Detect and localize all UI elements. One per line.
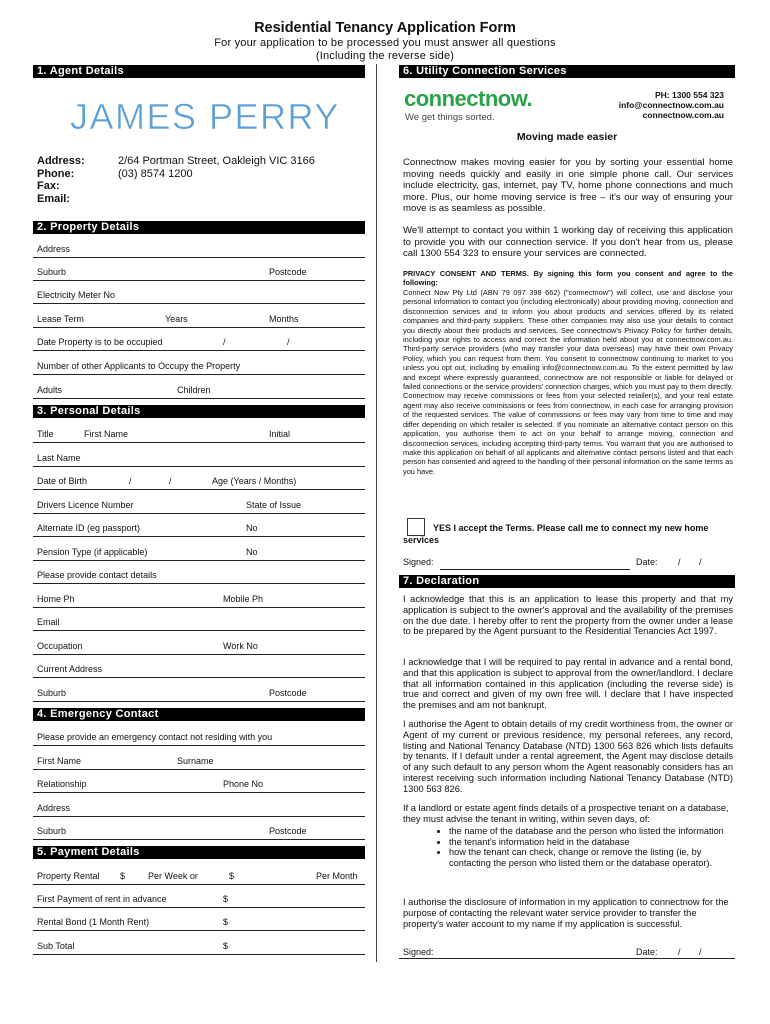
declaration-p5: I authorise the disclosure of information in my application to connectnow for the purpose of contacting the relevant water service provider to transfer the property's water account to my name if my application is successful. [403, 897, 729, 929]
property-address-label: Address [37, 244, 71, 254]
email-label: Email [37, 617, 60, 627]
agent-phone-value: (03) 8574 1200 [118, 168, 193, 180]
declaration-date-slash: / [678, 947, 681, 957]
privacy-body: Connect Now Pty Ltd (ABN 79 097 398 662) ("connectnow") will collect, use and disclose your personal information to contact you (including electronically) about providing moving, connection and disconnection services and to inform you about products and services offered by its related companies and third-party suppliers. These other companies may also use your details to contact you directly about their products and services. See connectnow's Privacy Policy for further details, including your rights to access and correct the information held about you at connectnow.com.au. Third-party service providers (who may transfer your data overseas) may have their own Privacy Policy, which you can request from them. You consent to connectnow continuing to market to you unless you opt out, including by emailing info@connectnow.com.au. To the extent permitted by law and except where expressly guaranteed, connectnow are not responsible or liable for delayed or failed connections or the service providers' connection charges, which you must pay to them directly. Connectnow may receive commissions or fees from your selected retailer(s), and your real estate agent may also receive commissions or fees from connectnow, in each case for arranging provision of the requested services. The value of commissions or fees may vary from time to time and may differ depending on which retailer is selected. If you nominate an alternative contact person on this application, you authorise them to act on your behalf to arrange moving, connection and disconnection services, including accepting third-party terms. You warrant that you are authorised to make this application on behalf of all applicants and alternative contact persons listed and that each person has consented and agreed to the handling of their personal information on the same terms as you have. [403, 288, 733, 476]
date-slash: / [223, 337, 226, 347]
rental-dollar-2: $ [229, 871, 235, 881]
phone-field[interactable] [33, 607, 365, 608]
utility-date-label: Date: [636, 557, 658, 567]
adults-children-field[interactable] [33, 398, 365, 399]
list-item: • the tenant's information held in the database [449, 837, 733, 848]
other-applicants-field[interactable] [33, 374, 365, 375]
declaration-p4: If a landlord or estate agent finds details of a prospective tenant on a database, they must advise the tenant in writing, within seven days, of: [403, 803, 729, 824]
dob-label: Date of Birth [37, 476, 88, 486]
agent-address-value: 2/64 Portman Street, Oakleigh VIC 3166 [118, 155, 315, 167]
alt-id-field[interactable] [33, 536, 365, 537]
section-header-declaration: 7. Declaration [399, 575, 735, 588]
database-list [403, 826, 733, 868]
relationship-label: Relationship [37, 779, 87, 789]
form-subtitle-note: (Including the reverse side) [315, 50, 455, 62]
first-payment-field[interactable] [33, 907, 365, 908]
declaration-date-label: Date: [636, 947, 658, 957]
connectnow-phone: PH: 1300 554 323 [655, 90, 724, 100]
last-name-field[interactable] [33, 466, 365, 467]
occupation-label: Occupation [37, 641, 83, 651]
list-item: • how the tenant can check, change or remove the listing (ie, by contacting the person who listed them or the database operator). [449, 847, 733, 868]
occupation-field[interactable] [33, 654, 365, 655]
utility-signed-label: Signed: [403, 557, 434, 567]
alt-id-label: Alternate ID (eg passport) [37, 523, 141, 533]
emergency-instruction: Please provide an emergency contact not residing with you [37, 732, 273, 742]
connectnow-logo: connectnow. [404, 86, 533, 111]
home-ph-label: Home Ph [37, 594, 75, 604]
licence-label: Drivers Licence Number [37, 500, 134, 510]
utility-contact-note: We'll attempt to contact you within 1 working day of receiving this application to provide you with our connection service. If you don't hear from us, please call 1300 554 323 to ensure your services are connected. [403, 225, 733, 260]
first-name-label: First Name [84, 429, 129, 439]
date-occupied-label: Date Property is to be occupied [37, 337, 163, 347]
state-issue-label: State of Issue [246, 500, 302, 510]
contact-details-rule [33, 583, 365, 584]
utility-date-slash: / [699, 557, 702, 567]
property-address-field[interactable] [33, 257, 365, 258]
rental-bond-label: Rental Bond (1 Month Rent) [37, 917, 150, 927]
first-payment-label: First Payment of rent in advance [37, 894, 167, 904]
pension-label: Pension Type (if applicable) [37, 547, 148, 557]
emergency-first-name-label: First Name [37, 756, 82, 766]
work-no-label: Work No [223, 641, 258, 651]
property-rental-field[interactable] [33, 884, 365, 885]
emergency-surname-label: Surname [177, 756, 214, 766]
agent-address-label: Address: [37, 155, 85, 167]
current-suburb-field[interactable] [33, 701, 365, 702]
section-header-agent: 1. Agent Details [33, 65, 365, 78]
section-header-utility: 6. Utility Connection Services [399, 65, 735, 78]
accept-terms-label: YES I accept the Terms. Please call me to connect my new home services [403, 523, 709, 545]
meter-label: Electricity Meter No [37, 290, 116, 300]
title-label: Title [37, 429, 54, 439]
emergency-suburb-field[interactable] [33, 839, 365, 840]
rental-bond-dollar: $ [223, 917, 229, 927]
form-subtitle: For your application to be processed you must answer all questions [214, 37, 556, 49]
rental-bond-field[interactable] [33, 930, 365, 931]
contact-details-label: Please provide contact details [37, 570, 157, 580]
sub-total-label: Sub Total [37, 941, 75, 951]
current-address-field[interactable] [33, 677, 365, 678]
section-header-personal: 3. Personal Details [33, 405, 365, 418]
pension-no-label: No [246, 547, 258, 557]
years-label: Years [165, 314, 188, 324]
emergency-instruction-rule [33, 745, 365, 746]
utility-heading: Moving made easier [516, 131, 618, 143]
declaration-p2: I acknowledge that I will be required to pay rental in advance and a rental bond, and that this application is subject to approval from the owner/landlord. I declare that all information contained in this application (including the reverse side) is true and correct and given of my own free will. I declare that I have inspected the premises and am not bankrupt. [403, 657, 733, 711]
meter-field[interactable] [33, 303, 365, 304]
sub-total-field[interactable] [33, 954, 365, 955]
dob-slash: / [129, 476, 132, 486]
property-suburb-label: Suburb [37, 267, 67, 277]
agent-phone-label: Phone: [37, 168, 75, 180]
initial-label: Initial [269, 429, 291, 439]
utility-intro: Connectnow makes moving easier for you by sorting your essential home moving needs quickly and easily in one simple phone call. Our services include electricity, gas, internet, pay TV, home phone connections and much more. Plus, our home moving service is free – it's our way of ensuring your move is as seamless as possible. [403, 157, 733, 215]
section-header-property: 2. Property Details [33, 221, 365, 234]
declaration-signature-field[interactable] [399, 958, 735, 959]
rental-dollar: $ [120, 871, 126, 881]
dob-slash: / [169, 476, 172, 486]
emergency-name-field[interactable] [33, 769, 365, 770]
form-title: Residential Tenancy Application Form [254, 20, 516, 36]
current-suburb-label: Suburb [37, 688, 67, 698]
children-label: Children [177, 385, 211, 395]
utility-date-slash: / [678, 557, 681, 567]
property-suburb-field[interactable] [33, 280, 365, 281]
emergency-address-field[interactable] [33, 816, 365, 817]
connectnow-email: info@connectnow.com.au [618, 100, 724, 110]
property-rental-label: Property Rental [37, 871, 100, 881]
sub-total-dollar: $ [223, 941, 229, 951]
relationship-field[interactable] [33, 792, 365, 793]
mobile-ph-label: Mobile Ph [223, 594, 264, 604]
section-header-emergency: 4. Emergency Contact [33, 708, 365, 721]
current-address-label: Current Address [37, 664, 103, 674]
current-postcode-label: Postcode [269, 688, 307, 698]
declaration-p1: I acknowledge that this is an application to lease this property and that my application is subject to the owner's approval and the availability of the premises on the due date. I hereby offer to rent the property from the owner under a lease to be prepared by the Agent pursuant to the Residential Tenancies Act 1997. [403, 594, 733, 637]
lease-term-field[interactable] [33, 327, 365, 328]
first-payment-dollar: $ [223, 894, 229, 904]
emergency-address-label: Address [37, 803, 71, 813]
agent-email-label: Email: [37, 193, 71, 205]
adults-label: Adults [37, 385, 63, 395]
name-field[interactable] [33, 442, 365, 443]
utility-signature-field[interactable] [440, 569, 630, 570]
date-slash: / [287, 337, 290, 347]
emergency-suburb-label: Suburb [37, 826, 67, 836]
agent-fax-label: Fax: [37, 180, 60, 192]
connectnow-contact [560, 90, 724, 120]
emergency-phone-label: Phone No [223, 779, 264, 789]
months-label: Months [269, 314, 299, 324]
per-week-label: Per Week or [148, 871, 198, 881]
emergency-postcode-label: Postcode [269, 826, 307, 836]
other-applicants-label: Number of other Applicants to Occupy the Property [37, 361, 241, 371]
privacy-title: PRIVACY CONSENT AND TERMS. By signing this form you consent and agree to the following: [403, 269, 733, 288]
column-divider [376, 64, 377, 962]
pension-field[interactable] [33, 560, 365, 561]
connectnow-tagline: We get things sorted. [405, 112, 495, 123]
email-field[interactable] [33, 630, 365, 631]
connectnow-web: connectnow.com.au [642, 110, 724, 120]
dob-field[interactable] [33, 489, 365, 490]
declaration-p3: I authorise the Agent to obtain details of my credit worthiness from, the owner or Agent of my current or previous residence, my personal referees, any record, listing and National Tenancy Database (NTD) 1300 563 826 which lists defaults by tenants. If I default under a rental agreement, the Agent may disclose details of any such default to any person whom the Agent reasonably considers has an interest receiving such information including National Tenancy Database (NTD) 1300 563 826. [403, 719, 733, 794]
declaration-date-slash: / [699, 947, 702, 957]
list-item: • the name of the database and the person who listed the information [449, 826, 733, 837]
declaration-signed-label: Signed: [403, 947, 434, 957]
date-occupied-field[interactable] [33, 350, 365, 351]
section-header-payment: 5. Payment Details [33, 846, 365, 859]
licence-field[interactable] [33, 513, 365, 514]
alt-id-no-label: No [246, 523, 258, 533]
property-postcode-label: Postcode [269, 267, 307, 277]
lease-term-label: Lease Term [37, 314, 84, 324]
last-name-label: Last Name [37, 453, 81, 463]
agent-logo: JAMES PERRY [70, 96, 340, 137]
per-month-label: Per Month [316, 871, 358, 881]
age-label: Age (Years / Months) [212, 476, 297, 486]
